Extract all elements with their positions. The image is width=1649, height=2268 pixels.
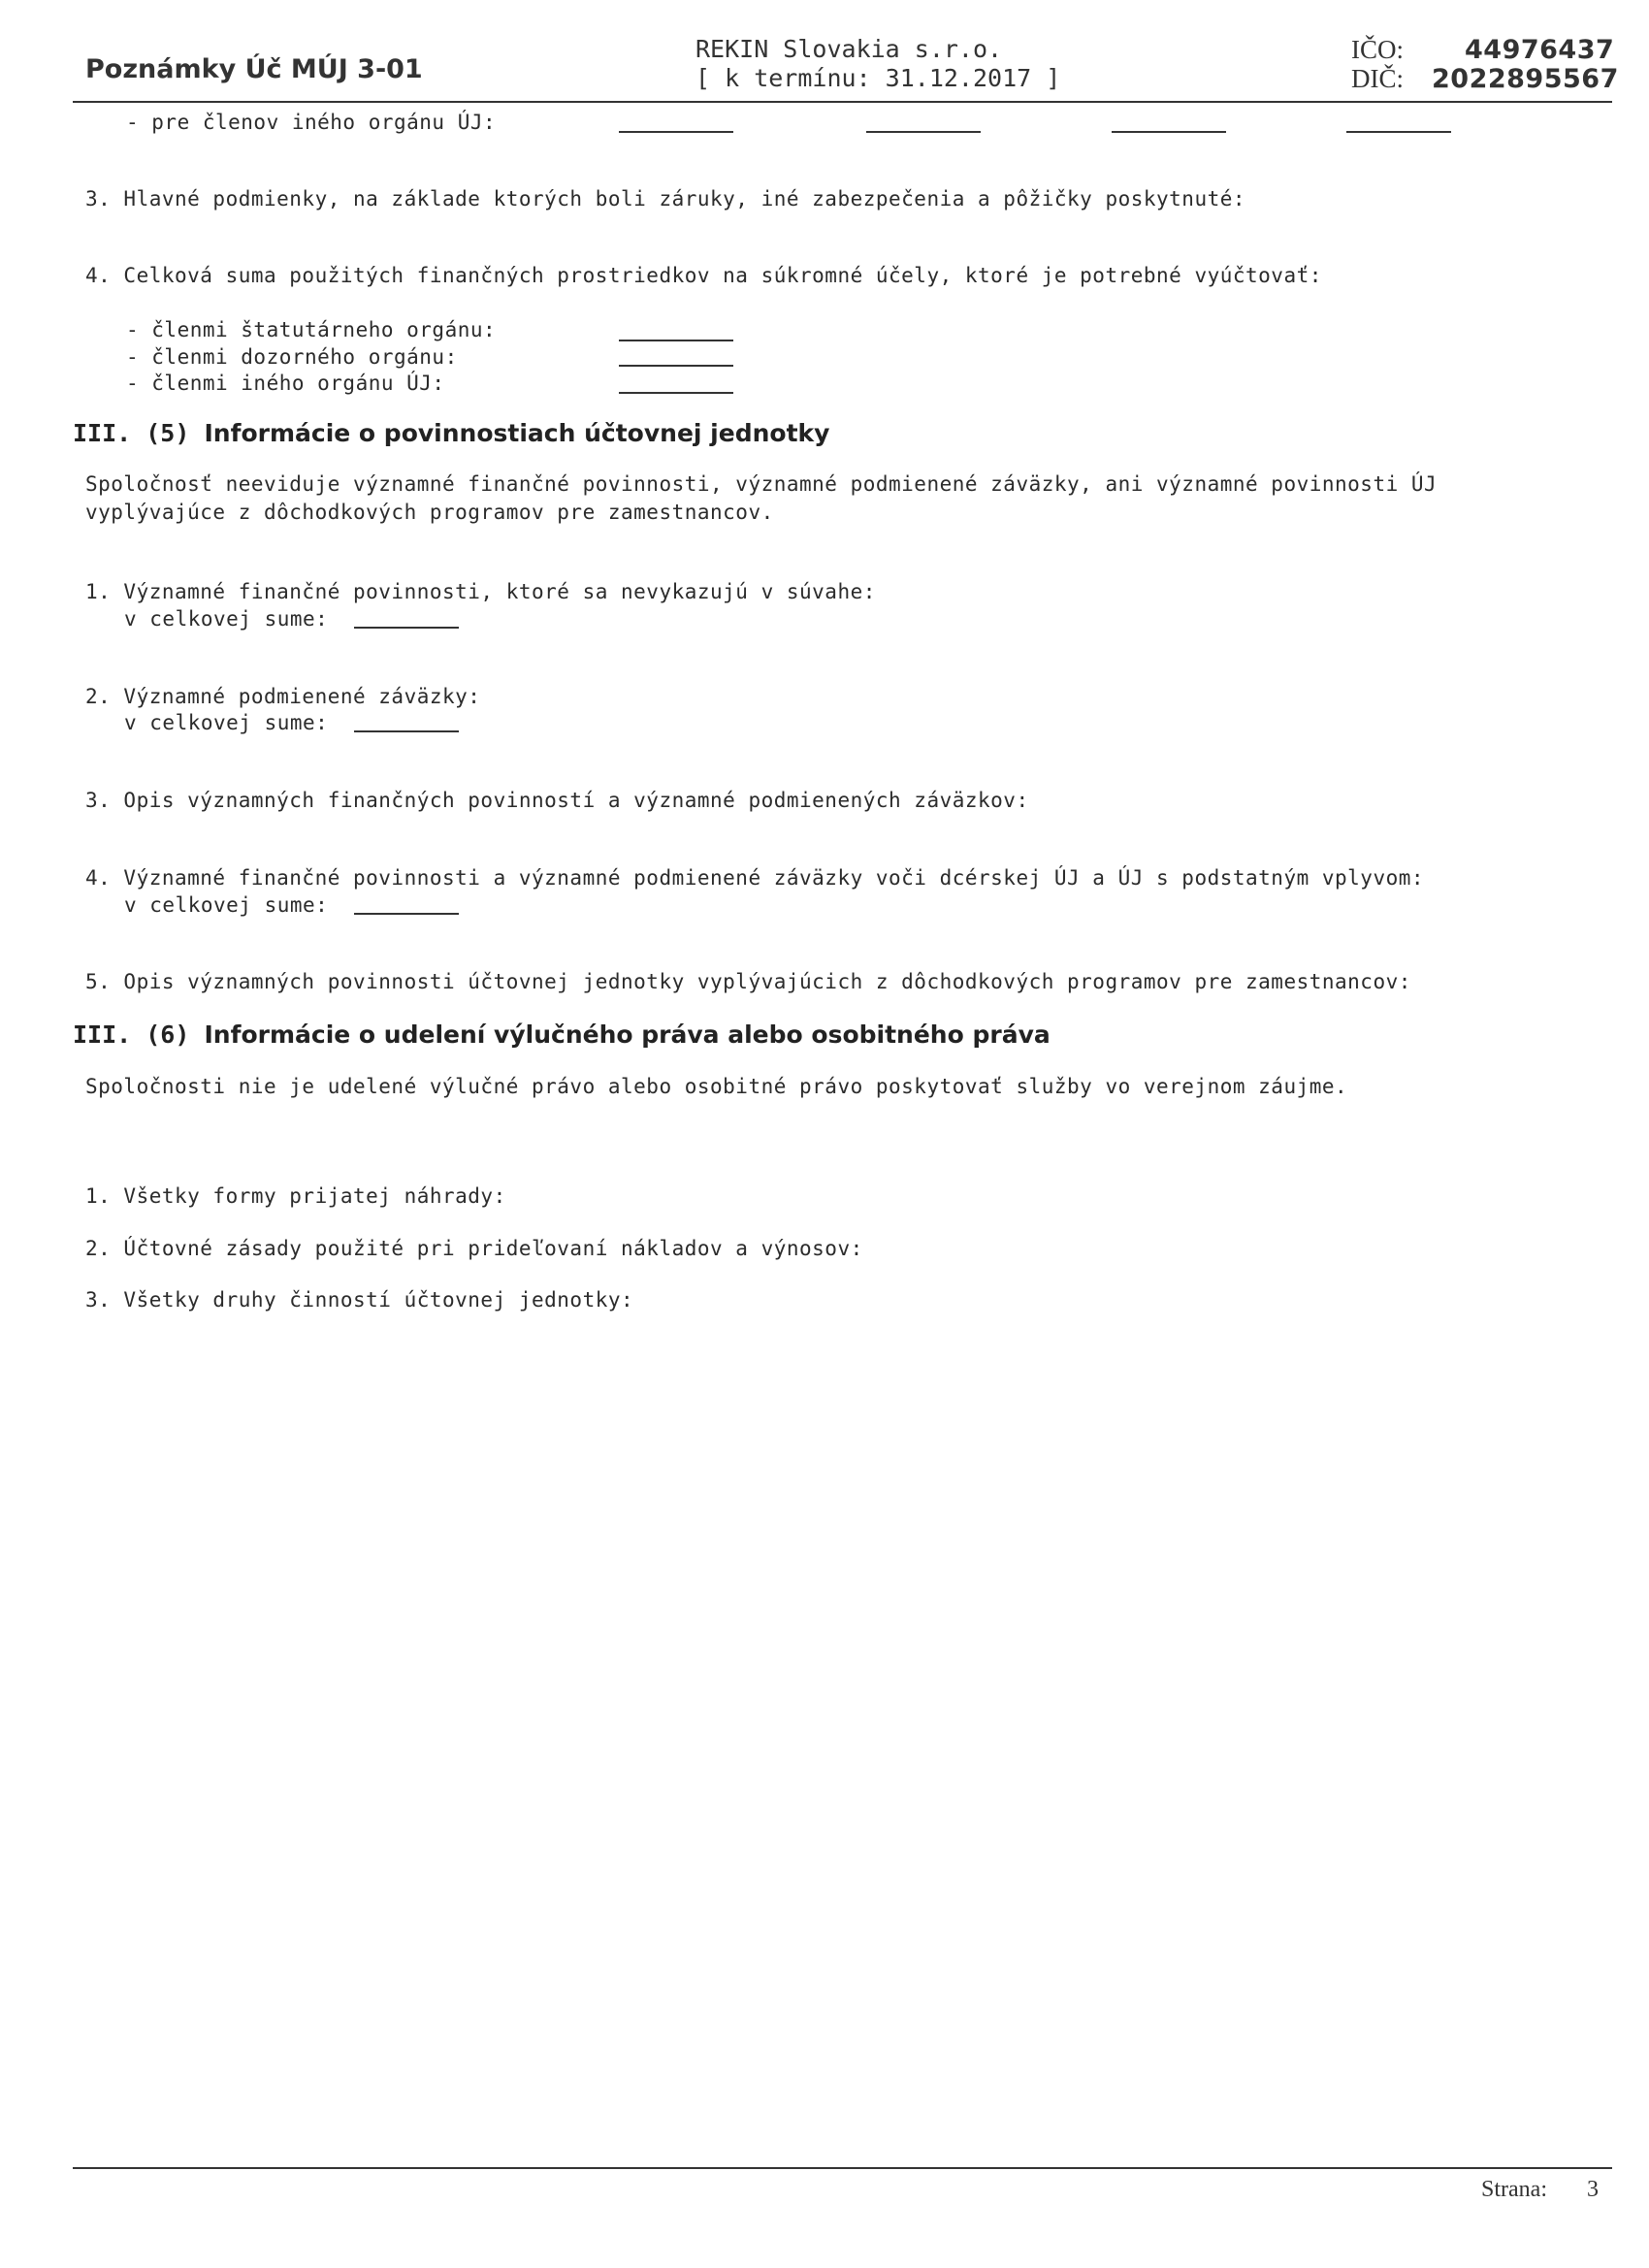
section-5-item-4: 4. Významné finančné povinnosti a významné podmienené záväzky voči dcérskej ÚJ a ÚJ s podstatným vplyvom: xyxy=(85,866,1425,890)
section-5-item-1-sub: v celkovej sume: xyxy=(124,607,329,631)
dic-value: 2022895567 xyxy=(1432,64,1619,94)
section-6-title: Informácie o udelení výlučného práva alebo osobitného práva xyxy=(204,1021,1051,1049)
section-6-item-1: 1. Všetky formy prijatej náhrady: xyxy=(85,1184,506,1208)
section-6-intro: Spoločnosti nie je udelené výlučné právo alebo osobitné právo poskytovať služby vo verejnom záujme. xyxy=(85,1075,1348,1098)
section-5-title: Informácie o povinnostiach účtovnej jednotky xyxy=(204,419,830,447)
blank-line xyxy=(619,392,733,394)
blank-line xyxy=(619,365,733,367)
header-rule xyxy=(73,101,1612,103)
item-4-sub-statutory: - členmi štatutárneho orgánu: xyxy=(126,318,497,341)
section-5-intro-2: vyplývajúce z dôchodkových programov pre zamestnancov. xyxy=(85,501,774,524)
section-5-heading xyxy=(73,419,829,447)
item-4-sub-other: - členmi iného orgánu ÚJ: xyxy=(126,372,445,395)
page-number: 3 xyxy=(1587,2177,1599,2202)
section-6-number: III. (6) xyxy=(73,1021,190,1049)
blank-line xyxy=(1346,131,1451,133)
item-4: 4. Celková suma použitých finančných prostriedkov na súkromné účely, ktoré je potrebné vyúčtovať: xyxy=(85,264,1322,287)
section-5-item-4-sub: v celkovej sume: xyxy=(124,893,329,917)
page-label: Strana: xyxy=(1481,2177,1547,2202)
item-4-sub-supervisory: - členmi dozorného orgánu: xyxy=(126,345,458,369)
blank-line xyxy=(1112,131,1226,133)
section-6-item-3: 3. Všetky druhy činností účtovnej jednotky: xyxy=(85,1288,634,1312)
document-title: Poznámky Úč MÚJ 3-01 xyxy=(85,54,423,84)
section-5-item-5: 5. Opis významných povinnosti účtovnej jednotky vyplývajúcich z dôchodkových programov pre zamestnancov: xyxy=(85,970,1411,993)
section-5-item-3: 3. Opis významných finančných povinností a významné podmienených záväzkov: xyxy=(85,789,1029,812)
section-5-item-1: 1. Významné finančné povinnosti, ktoré sa nevykazujú v súvahe: xyxy=(85,580,876,603)
blank-line xyxy=(619,340,733,341)
section-5-intro-1: Spoločnosť neeviduje významné finančné povinnosti, významné podmienené záväzky, ani významné povinnosti ÚJ xyxy=(85,472,1438,496)
item-3: 3. Hlavné podmienky, na základe ktorých boli záruky, iné zabezpečenia a pôžičky poskytnuté: xyxy=(85,187,1246,211)
blank-line xyxy=(619,131,733,133)
top-line-label: - pre členov iného orgánu ÚJ: xyxy=(126,111,497,134)
footer-rule xyxy=(73,2167,1612,2169)
blank-line xyxy=(354,730,459,732)
section-5-number: III. (5) xyxy=(73,419,190,447)
ico-value: 44976437 xyxy=(1465,35,1615,65)
company-name: REKIN Slovakia s.r.o. xyxy=(695,35,1003,63)
section-5-item-2-sub: v celkovej sume: xyxy=(124,711,329,734)
blank-line xyxy=(866,131,981,133)
dic-label: DIČ: xyxy=(1351,64,1404,93)
blank-line xyxy=(354,913,459,915)
section-6-item-2: 2. Účtovné zásady použité pri prideľovaní nákladov a výnosov: xyxy=(85,1237,863,1260)
ico-label: IČO: xyxy=(1351,35,1404,64)
section-5-item-2: 2. Významné podmienené záväzky: xyxy=(85,685,481,708)
blank-line xyxy=(354,627,459,629)
deadline: [ k termínu: 31.12.2017 ] xyxy=(695,64,1061,92)
section-6-heading xyxy=(73,1021,1051,1049)
